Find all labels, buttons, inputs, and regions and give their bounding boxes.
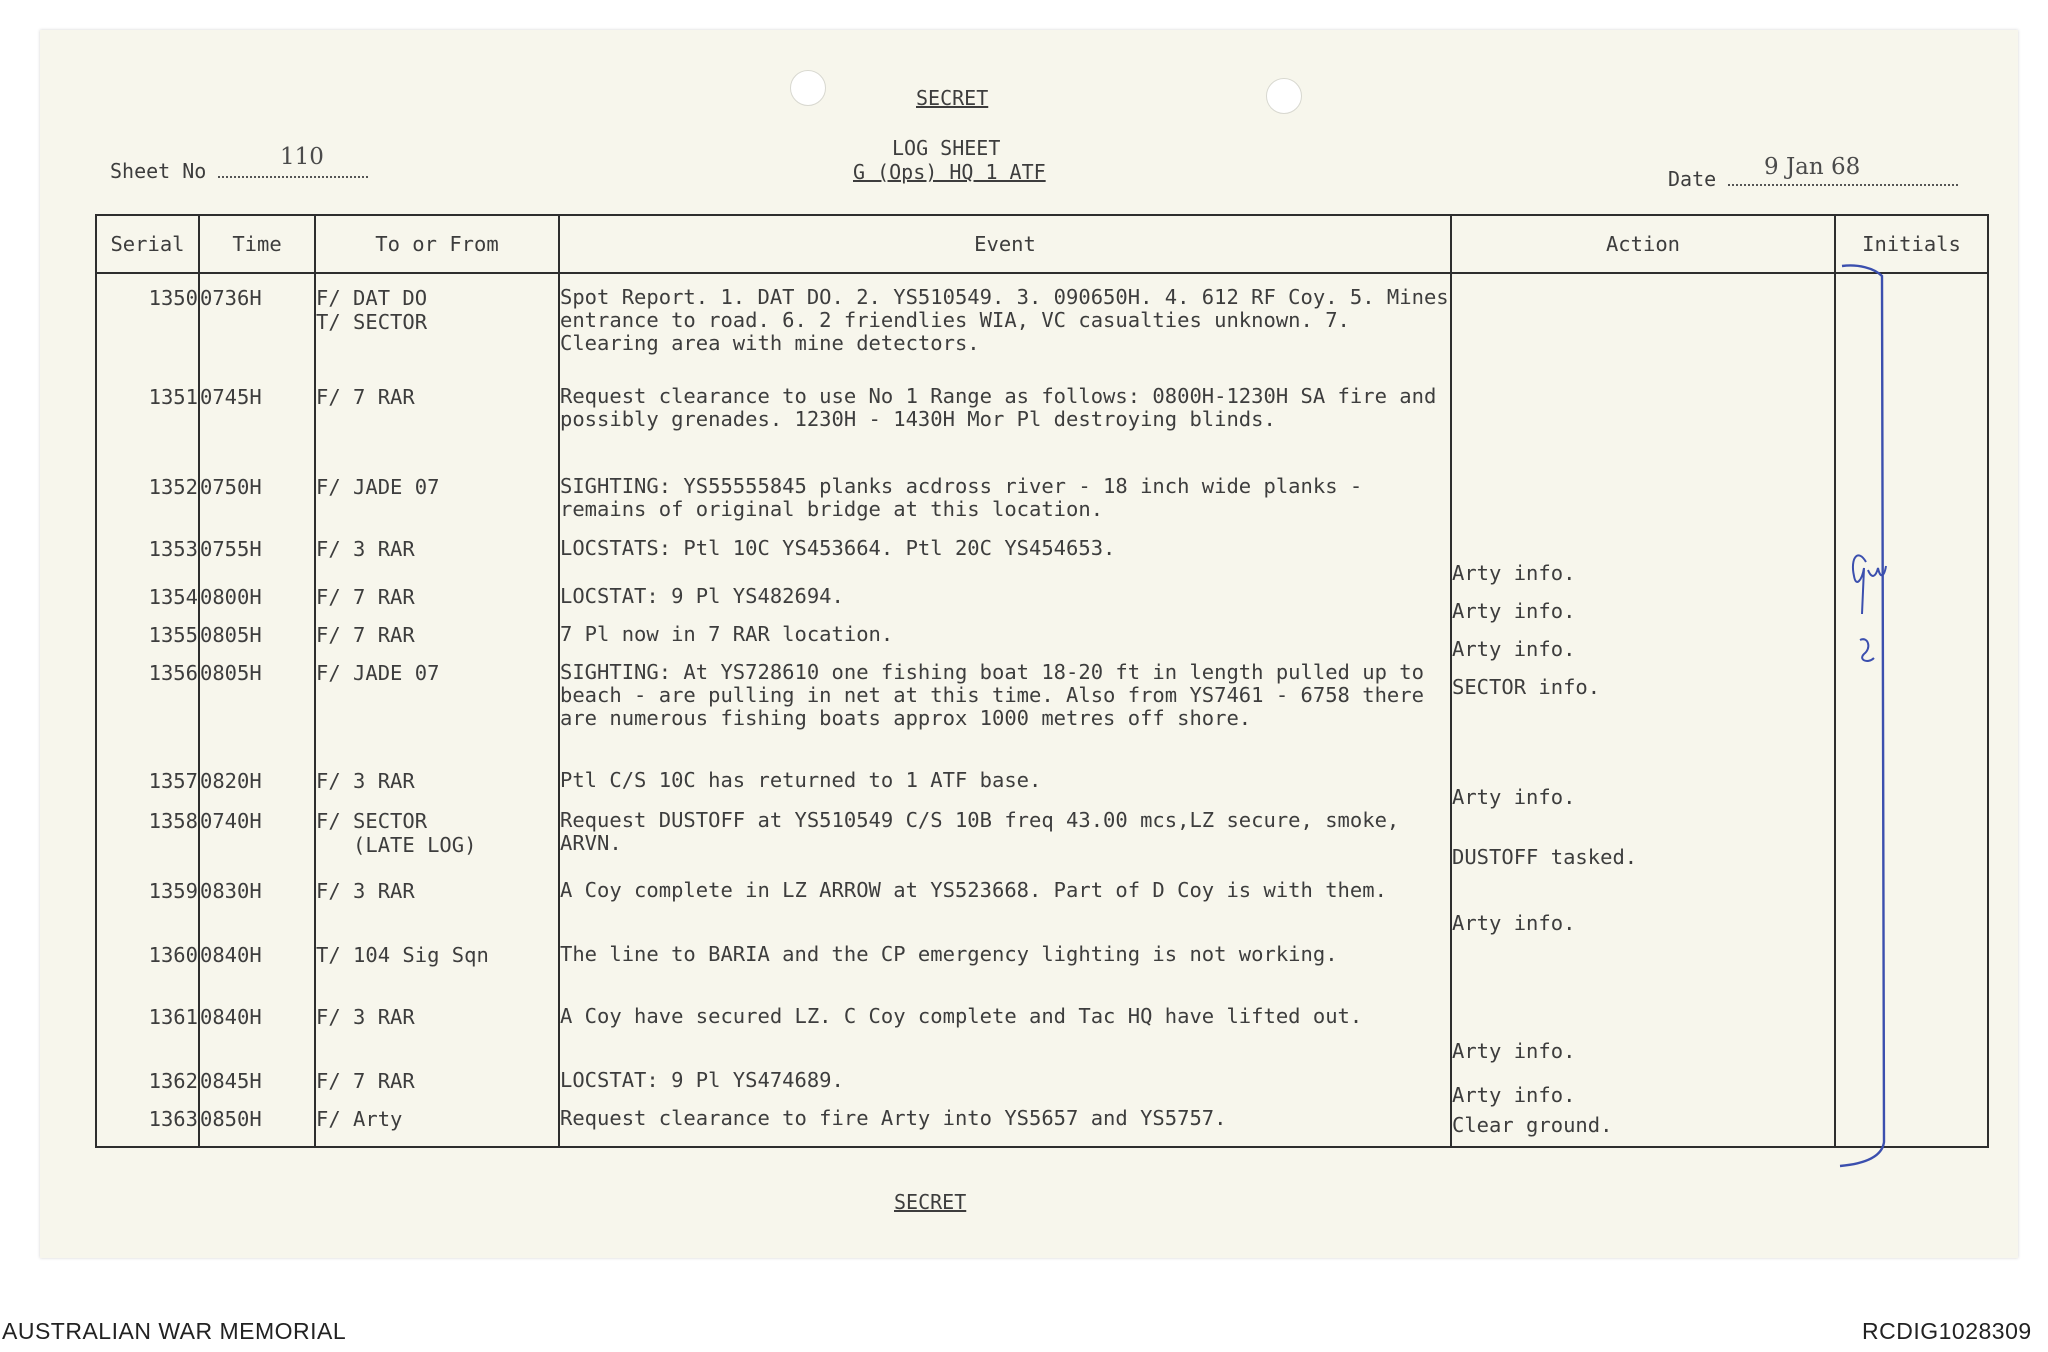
to-from-cell: F/ 7 RAR bbox=[315, 1069, 559, 1107]
table-row bbox=[96, 385, 1988, 475]
serial-cell: 1351 bbox=[96, 385, 199, 475]
time-cell: 0845H bbox=[199, 1069, 315, 1107]
serial-cell: 1352 bbox=[96, 475, 199, 537]
event-cell: Request clearance to use No 1 Range as follows: 0800H-1230H SA fire and possibly grenades. 1230H - 1430H Mor Pl destroying blinds. bbox=[559, 385, 1451, 475]
initials-cell bbox=[1835, 537, 1988, 585]
initials-cell bbox=[1835, 1107, 1988, 1147]
table-row bbox=[96, 943, 1988, 1005]
to-from-cell: F/ 3 RAR bbox=[315, 769, 559, 809]
table-row bbox=[96, 769, 1988, 809]
col-header-action: Action bbox=[1451, 215, 1835, 273]
event-cell: 7 Pl now in 7 RAR location. bbox=[559, 623, 1451, 661]
event-cell: Request clearance to fire Arty into YS5657 and YS5757. bbox=[559, 1107, 1451, 1147]
time-cell: 0736H bbox=[199, 273, 315, 385]
initials-cell bbox=[1835, 1005, 1988, 1069]
event-cell: Request DUSTOFF at YS510549 C/S 10B freq 43.00 mcs,LZ secure, smoke, ARVN. bbox=[559, 809, 1451, 879]
table-row bbox=[96, 661, 1988, 769]
time-cell: 0805H bbox=[199, 623, 315, 661]
time-cell: 0850H bbox=[199, 1107, 315, 1147]
initials-cell bbox=[1835, 623, 1988, 661]
log-sheet-unit: G (Ops) HQ 1 ATF bbox=[853, 160, 1046, 184]
time-cell: 0820H bbox=[199, 769, 315, 809]
to-from-cell: F/ 3 RAR bbox=[315, 537, 559, 585]
serial-cell: 1358 bbox=[96, 809, 199, 879]
log-table bbox=[95, 214, 1989, 1148]
action-cell: Arty info. bbox=[1451, 1005, 1835, 1069]
col-header-time: Time bbox=[199, 215, 315, 273]
sheet-number: 110 bbox=[280, 144, 324, 170]
to-from-cell: F/ 7 RAR bbox=[315, 385, 559, 475]
event-cell: LOCSTAT: 9 Pl YS474689. bbox=[559, 1069, 1451, 1107]
event-cell: Ptl C/S 10C has returned to 1 ATF base. bbox=[559, 769, 1451, 809]
time-cell: 0755H bbox=[199, 537, 315, 585]
log-sheet-title: LOG SHEET bbox=[892, 136, 1001, 160]
initials-cell bbox=[1835, 585, 1988, 623]
action-cell bbox=[1451, 273, 1835, 385]
initials-cell bbox=[1835, 1069, 1988, 1107]
serial-cell: 1355 bbox=[96, 623, 199, 661]
time-cell: 0805H bbox=[199, 661, 315, 769]
initials-cell bbox=[1835, 661, 1988, 769]
to-from-cell: F/ JADE 07 bbox=[315, 661, 559, 769]
col-header-to-from: To or From bbox=[315, 215, 559, 273]
event-cell: A Coy have secured LZ. C Coy complete and Tac HQ have lifted out. bbox=[559, 1005, 1451, 1069]
table-row bbox=[96, 623, 1988, 661]
serial-cell: 1350 bbox=[96, 273, 199, 385]
table-row bbox=[96, 1107, 1988, 1147]
sheet-number-label bbox=[110, 158, 368, 183]
to-from-cell: F/ DAT DO T/ SECTOR bbox=[315, 273, 559, 385]
footer-source-left: AUSTRALIAN WAR MEMORIAL bbox=[2, 1318, 347, 1344]
to-from-cell: F/ SECTOR (LATE LOG) bbox=[315, 809, 559, 879]
table-row bbox=[96, 1005, 1988, 1069]
event-cell: SIGHTING: YS55555845 planks acdross river - 18 inch wide planks - remains of original bridge at this location. bbox=[559, 475, 1451, 537]
serial-cell: 1360 bbox=[96, 943, 199, 1005]
event-cell: A Coy complete in LZ ARROW at YS523668. Part of D Coy is with them. bbox=[559, 879, 1451, 943]
col-header-initials: Initials bbox=[1835, 215, 1988, 273]
log-table-body bbox=[96, 273, 1988, 1147]
action-cell: Arty info. bbox=[1451, 623, 1835, 661]
action-cell: Arty info. bbox=[1451, 1069, 1835, 1107]
action-cell: Arty info. bbox=[1451, 585, 1835, 623]
event-cell: LOCSTATS: Ptl 10C YS453664. Ptl 20C YS454653. bbox=[559, 537, 1451, 585]
punch-hole-right bbox=[1266, 78, 1302, 114]
action-cell: Arty info. bbox=[1451, 537, 1835, 585]
event-cell: The line to BARIA and the CP emergency lighting is not working. bbox=[559, 943, 1451, 1005]
time-cell: 0830H bbox=[199, 879, 315, 943]
action-cell bbox=[1451, 385, 1835, 475]
to-from-cell: F/ 7 RAR bbox=[315, 623, 559, 661]
sheet-label: Sheet No bbox=[110, 159, 207, 183]
table-row bbox=[96, 273, 1988, 385]
serial-cell: 1354 bbox=[96, 585, 199, 623]
action-cell: Clear ground. bbox=[1451, 1107, 1835, 1147]
table-row bbox=[96, 1069, 1988, 1107]
table-header-row bbox=[96, 215, 1988, 273]
serial-cell: 1359 bbox=[96, 879, 199, 943]
table-row bbox=[96, 537, 1988, 585]
classification-top: SECRET bbox=[916, 86, 989, 110]
table-row bbox=[96, 879, 1988, 943]
punch-hole-left bbox=[790, 70, 826, 106]
col-header-serial: Serial bbox=[96, 215, 199, 273]
initials-cell bbox=[1835, 769, 1988, 809]
initials-cell bbox=[1835, 273, 1988, 385]
to-from-cell: F/ JADE 07 bbox=[315, 475, 559, 537]
serial-cell: 1357 bbox=[96, 769, 199, 809]
action-cell: SECTOR info. bbox=[1451, 661, 1835, 769]
event-cell: LOCSTAT: 9 Pl YS482694. bbox=[559, 585, 1451, 623]
initials-cell bbox=[1835, 879, 1988, 943]
initials-cell bbox=[1835, 809, 1988, 879]
action-cell: Arty info. bbox=[1451, 769, 1835, 809]
event-cell: SIGHTING: At YS728610 one fishing boat 18-20 ft in length pulled up to beach - are pulling in net at this time. Also from YS7461 - 6758 there are numerous fishing boats approx 1000 metres off shore. bbox=[559, 661, 1451, 769]
time-cell: 0840H bbox=[199, 943, 315, 1005]
action-cell bbox=[1451, 475, 1835, 537]
serial-cell: 1361 bbox=[96, 1005, 199, 1069]
time-cell: 0800H bbox=[199, 585, 315, 623]
col-header-event: Event bbox=[559, 215, 1451, 273]
date-label: Date bbox=[1668, 167, 1717, 191]
action-cell: DUSTOFF tasked. bbox=[1451, 809, 1835, 879]
event-cell: Spot Report. 1. DAT DO. 2. YS510549. 3. 090650H. 4. 612 RF Coy. 5. Mines entrance to road. 6. 2 friendlies WIA, VC casualties unknown. 7. Clearing area with mine detectors. bbox=[559, 273, 1451, 385]
serial-cell: 1363 bbox=[96, 1107, 199, 1147]
to-from-cell: F/ 3 RAR bbox=[315, 1005, 559, 1069]
initials-cell bbox=[1835, 385, 1988, 475]
time-cell: 0840H bbox=[199, 1005, 315, 1069]
date-value: 9 Jan 68 bbox=[1764, 154, 1861, 180]
to-from-cell: F/ 3 RAR bbox=[315, 879, 559, 943]
serial-cell: 1362 bbox=[96, 1069, 199, 1107]
table-row bbox=[96, 585, 1988, 623]
serial-cell: 1353 bbox=[96, 537, 199, 585]
action-cell bbox=[1451, 943, 1835, 1005]
initials-cell bbox=[1835, 475, 1988, 537]
initials-cell bbox=[1835, 943, 1988, 1005]
time-cell: 0740H bbox=[199, 809, 315, 879]
table-row bbox=[96, 809, 1988, 879]
to-from-cell: T/ 104 Sig Sqn bbox=[315, 943, 559, 1005]
action-cell: Arty info. bbox=[1451, 879, 1835, 943]
to-from-cell: F/ Arty bbox=[315, 1107, 559, 1147]
classification-bottom: SECRET bbox=[894, 1190, 967, 1214]
footer-id-right: RCDIG1028309 bbox=[1862, 1318, 2032, 1344]
time-cell: 0745H bbox=[199, 385, 315, 475]
to-from-cell: F/ 7 RAR bbox=[315, 585, 559, 623]
serial-cell: 1356 bbox=[96, 661, 199, 769]
table-row bbox=[96, 475, 1988, 537]
time-cell: 0750H bbox=[199, 475, 315, 537]
